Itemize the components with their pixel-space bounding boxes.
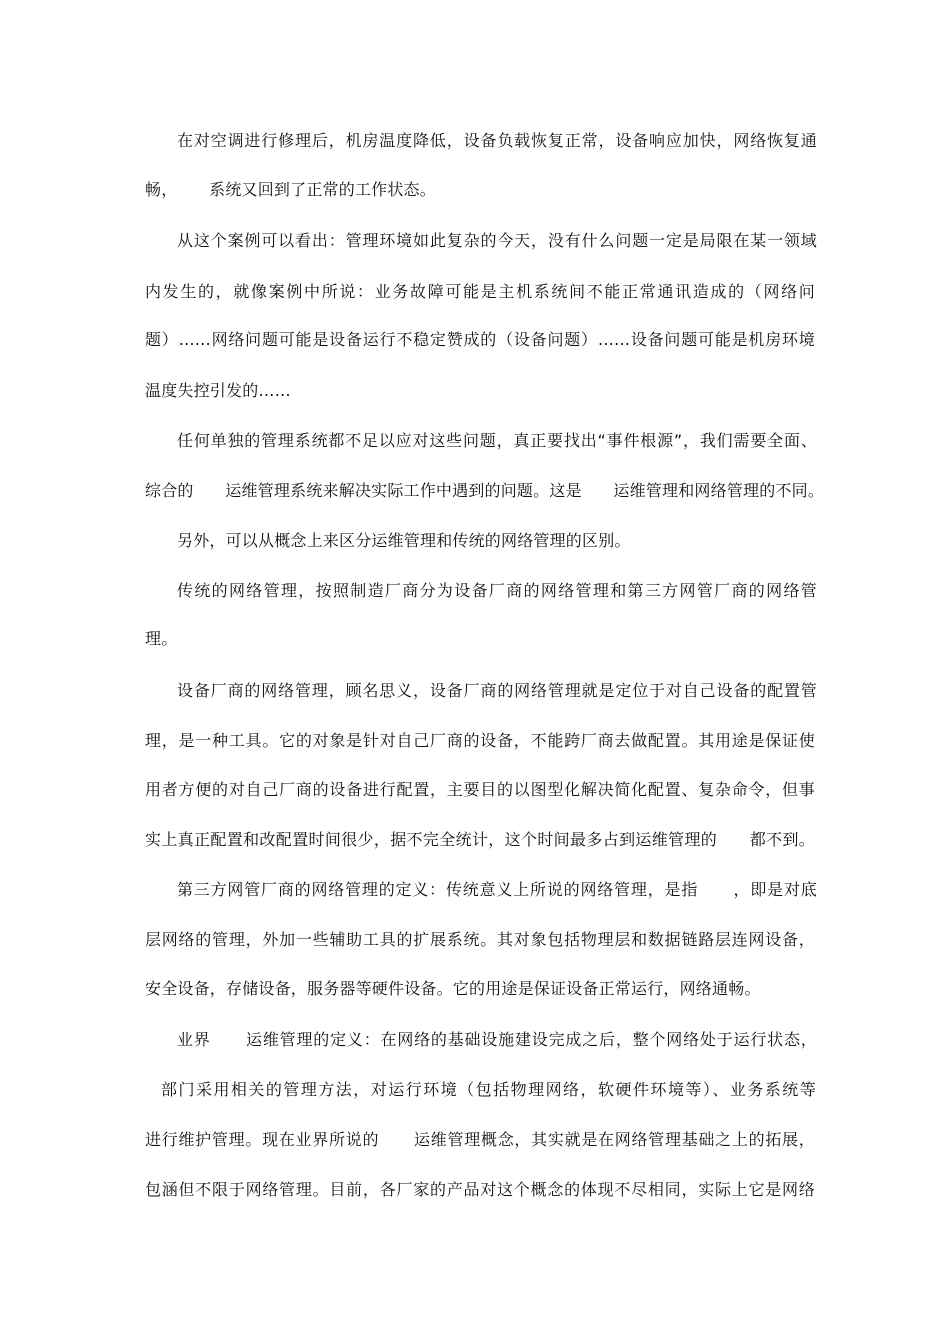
text-line: 安全设备，存储设备，服务器等硬件设备。它的用途是保证设备正常运行，网络通畅。 [145, 979, 761, 998]
text-line: 设备厂商的网络管理，顾名思义，设备厂商的网络管理就是定位于对自己设备的配置管 [177, 681, 817, 700]
text-line: 部门采用相关的管理方法，对运行环境（包括物理网络，软硬件环境等）、业务系统等 [161, 1080, 816, 1099]
text-line: 在对空调进行修理后，机房温度降低，设备负载恢复正常，设备响应加快，网络恢复通 [177, 131, 817, 150]
text-line: 进行维护管理。现在业界所说的 运维管理概念，其实就是在网络管理基础之上的拓展， [145, 1130, 815, 1149]
text-line: 用者方便的对自己厂商的设备进行配置，主要目的以图型化解决简化配置、复杂命令，但事 [145, 780, 815, 799]
text-line: 第三方网管厂商的网络管理的定义：传统意义上所说的网络管理，是指 ，即是对底 [177, 880, 817, 899]
text-line: 层网络的管理，外加一些辅助工具的扩展系统。其对象包括物理层和数据链路层连网设备， [145, 930, 815, 949]
text-line: 另外，可以从概念上来区分运维管理和传统的网络管理的区别。 [177, 531, 631, 550]
text-line: 畅， 系统又回到了正常的工作状态。 [145, 180, 436, 199]
text-line: 从这个案例可以看出：管理环境如此复杂的今天，没有什么问题一定是局限在某一领域 [177, 231, 817, 250]
text-line: 传统的网络管理，按照制造厂商分为设备厂商的网络管理和第三方网管厂商的网络管 [177, 581, 817, 600]
text-line: 温度失控引发的…… [145, 381, 291, 400]
text-line: 理。 [145, 629, 178, 648]
text-line: 综合的 运维管理系统来解决实际工作中遇到的问题。这是 运维管理和网络管理的不同。 [145, 481, 825, 500]
text-line: 包涵但不限于网络管理。目前，各厂家的产品对这个概念的体现不尽相同，实际上它是网络 [145, 1180, 815, 1199]
text-line: 内发生的，就像案例中所说：业务故障可能是主机系统间不能正常通讯造成的（网络问 [145, 282, 815, 301]
text-line: 实上真正配置和改配置时间很少，据不完全统计，这个时间最多占到运维管理的 都不到。 [145, 830, 815, 849]
text-line: 业界 运维管理的定义：在网络的基础设施建设完成之后，整个网络处于运行状态， [177, 1030, 817, 1049]
text-line: 题）……网络问题可能是设备运行不稳定赞成的（设备问题）……设备问题可能是机房环境 [145, 330, 815, 349]
text-line: 任何单独的管理系统都不足以应对这些问题，真正要找出“事件根源”，我们需要全面、 [177, 431, 817, 450]
text-line: 理，是一种工具。它的对象是针对自己厂商的设备，不能跨厂商去做配置。其用途是保证使 [145, 731, 815, 750]
